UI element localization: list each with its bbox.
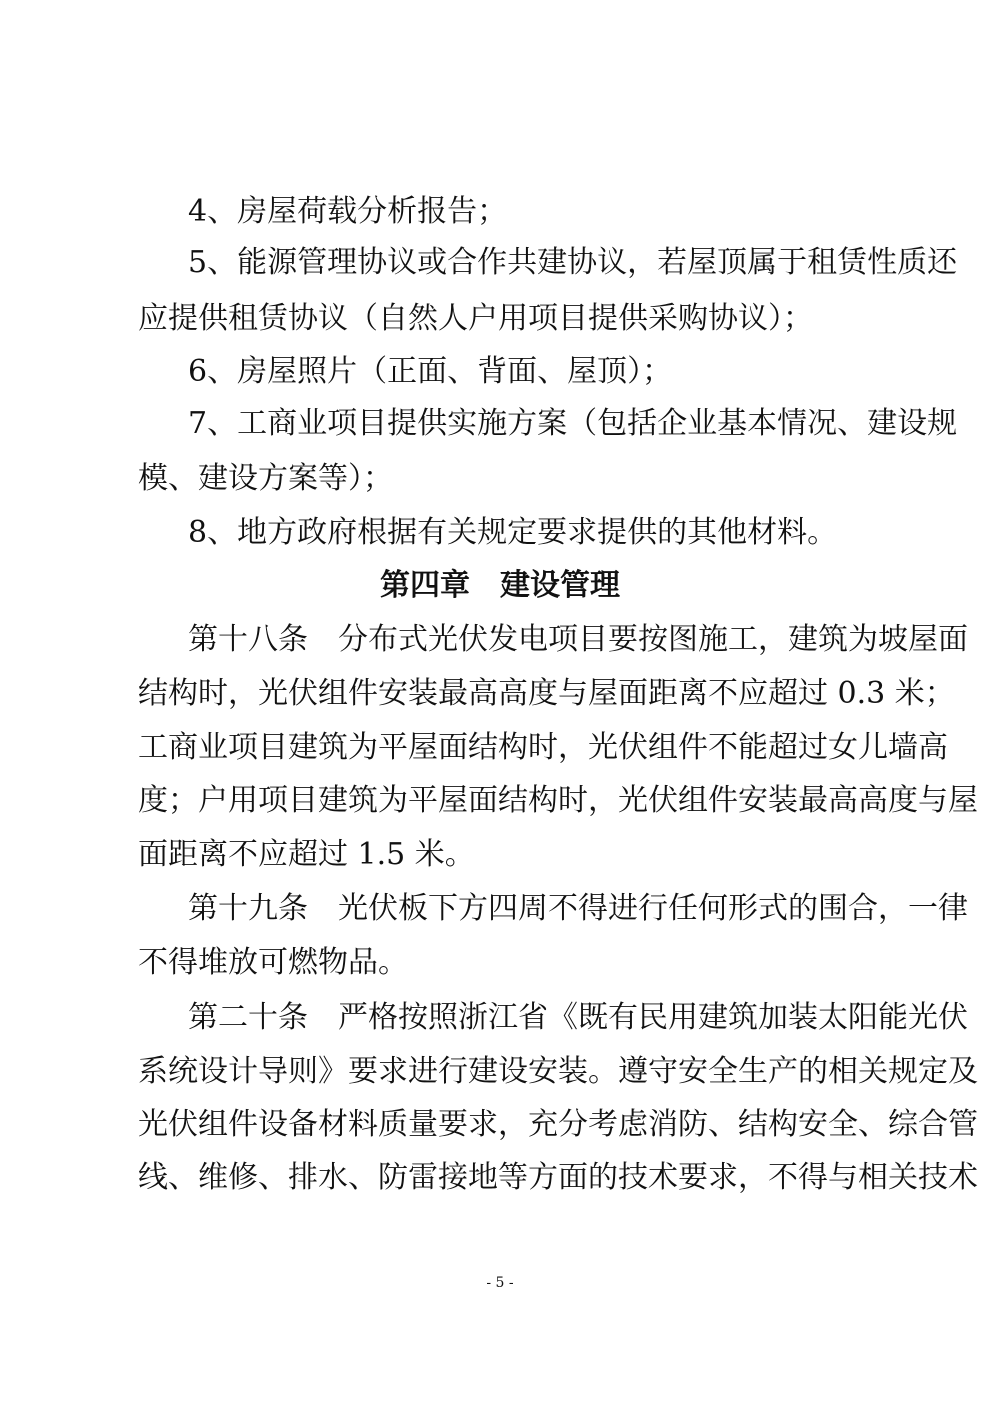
list-item-7-line-2: 模、建设方案等）； bbox=[138, 461, 393, 496]
list-item-5-line-1: 5、能源管理协议或合作共建协议，若屋顶属于租赁性质还 bbox=[188, 245, 958, 280]
article-18-line-5: 面距离不应超过 1.5 米。 bbox=[138, 837, 475, 872]
list-item-4: 4、房屋荷载分析报告； bbox=[188, 194, 508, 229]
article-19-line-2: 不得堆放可燃物品。 bbox=[138, 945, 408, 980]
chapter-heading: 第四章 建设管理 bbox=[380, 568, 620, 603]
article-18-line-3: 工商业项目建筑为平屋面结构时，光伏组件不能超过女儿墙高 bbox=[138, 730, 948, 765]
article-18-line-2: 结构时，光伏组件安装最高高度与屋面距离不应超过 0.3 米； bbox=[138, 676, 955, 711]
article-20-line-1: 第二十条 严格按照浙江省《既有民用建筑加装太阳能光伏 bbox=[188, 1000, 968, 1035]
list-item-7-line-1: 7、工商业项目提供实施方案（包括企业基本情况、建设规 bbox=[188, 406, 958, 441]
page-number: - 5 - bbox=[486, 1275, 514, 1291]
article-20-line-4: 线、维修、排水、防雷接地等方面的技术要求，不得与相关技术 bbox=[138, 1160, 978, 1195]
article-20-line-3: 光伏组件设备材料质量要求，充分考虑消防、结构安全、综合管 bbox=[138, 1107, 978, 1142]
article-18-line-4: 度；户用项目建筑为平屋面结构时，光伏组件安装最高高度与屋 bbox=[138, 783, 978, 818]
list-item-8: 8、地方政府根据有关规定要求提供的其他材料。 bbox=[188, 515, 838, 550]
list-item-5-line-2: 应提供租赁协议（自然人户用项目提供采购协议）； bbox=[138, 301, 813, 336]
article-20-line-2: 系统设计导则》要求进行建设安装。遵守安全生产的相关规定及 bbox=[138, 1054, 978, 1089]
list-item-6: 6、房屋照片（正面、背面、屋顶）； bbox=[188, 354, 673, 389]
article-18-line-1: 第十八条 分布式光伏发电项目要按图施工，建筑为坡屋面 bbox=[188, 622, 968, 657]
article-19-line-1: 第十九条 光伏板下方四周不得进行任何形式的围合，一律 bbox=[188, 891, 968, 926]
